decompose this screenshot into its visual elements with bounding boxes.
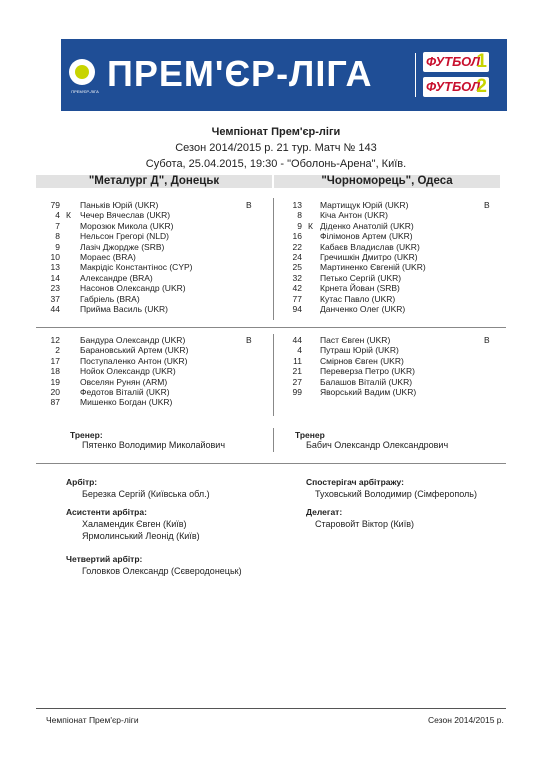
league-banner [61,39,507,111]
player-number: 4 [297,345,302,356]
observer: Туховський Володимир (Сімферополь) [315,489,477,499]
player-number: 87 [50,397,60,408]
home-coach-label: Тренер: [70,430,103,440]
banner-title: ПРЕМ'ЄР-ЛІГА [107,53,373,94]
player-number: 99 [292,387,302,397]
assistant-1: Халамендик Євген (Київ) [82,519,187,529]
player-name: Кабаєв Владислав (UKR) [320,241,420,252]
player-number: 10 [50,252,60,262]
captain-mark: К [66,210,71,221]
player-position: В [246,335,252,345]
player-number: 8 [297,210,302,221]
logo-caption: ПРЕМ'ЄР-ЛІГА [71,89,99,94]
player-name: Бандура Олександр (UKR) [80,335,186,345]
player-number: 94 [292,304,302,314]
player-number: 17 [50,355,60,366]
player-name: Філімонов Артем (UKR) [320,231,413,242]
player-number: 20 [50,387,60,397]
player-name: Нойок Олександр (UKR) [80,366,176,377]
player-name: Гречишкін Дмитро (UKR) [320,252,418,262]
player-number: 37 [50,293,60,304]
player-number: 42 [292,283,302,294]
player-number: 9 [55,241,60,252]
player-name: Макрідіс Константінос (CYP) [80,262,193,273]
player-name: Данченко Олег (UKR) [320,304,406,314]
player-name: Переверза Петро (UKR) [320,366,415,377]
player-name: Мишенко Богдан (UKR) [80,397,173,408]
player-number: 7 [55,220,60,231]
player-number: 13 [50,262,60,273]
player-name: Кутас Павло (UKR) [320,293,396,304]
player-name: Балашов Віталій (UKR) [320,376,413,387]
player-number: 4 [55,210,60,221]
player-name: Лазіч Джордже (SRB) [80,241,165,252]
player-name: Мораес (BRA) [80,252,136,262]
player-number: 27 [292,376,302,387]
player-name: Нельсон Грегорі (NLD) [80,231,169,242]
player-number: 77 [292,293,302,304]
fourth-official-label: Четвертий арбітр: [66,554,143,564]
player-number: 79 [50,200,60,210]
delegate: Старовойт Віктор (Київ) [315,519,414,529]
player-name: Путраш Юрій (UKR) [320,345,399,356]
championship-title: Чемпіонат Прем'єр-ліги [211,126,341,138]
player-name: Александре (BRA) [80,272,153,283]
player-number: 11 [293,355,302,366]
captain-mark: К [308,220,313,231]
player-name: Смірнов Євген (UKR) [320,355,404,366]
footer-right: Сезон 2014/2015 р. [428,715,504,725]
player-number: 8 [55,231,60,242]
player-number: 23 [50,283,60,294]
football-1-logo: ФУТБОЛ 1 [423,52,489,72]
assistant-2: Ярмолинський Леонід (Київ) [82,531,200,541]
player-name: Поступаленко Антон (UKR) [80,355,188,366]
player-name: Мартиненко Євгеній (UKR) [320,262,426,273]
player-name: Мартищук Юрій (UKR) [320,200,409,210]
player-number: 14 [50,272,60,283]
player-name: Барановський Артем (UKR) [80,345,189,356]
date-venue-line: Субота, 25.04.2015, 19:30 - "Оболонь-Арена", Київ. [145,158,407,170]
player-name: Габріель (BRA) [80,293,140,304]
home-coach: Пятенко Володимир Миколайович [82,440,226,450]
footer-left: Чемпіонат Прем'єр-ліги [46,715,139,725]
player-number: 44 [292,335,302,345]
player-number: 2 [55,345,60,356]
player-number: 12 [50,335,60,345]
player-number: 24 [292,252,302,262]
player-name: Крнета Йован (SRB) [320,283,400,294]
player-position: В [484,200,490,210]
player-name: Петько Сергій (UKR) [320,272,402,283]
player-name: Насонов Олександр (UKR) [80,283,186,294]
player-name: Кіча Антон (UKR) [320,210,388,221]
player-number: 25 [292,262,302,273]
assistants-label: Асистенти арбітра: [66,507,147,517]
player-position: В [246,200,252,210]
player-number: 21 [292,366,302,377]
player-number: 13 [292,200,302,210]
delegate-label: Делегат: [306,507,343,517]
player-number: 16 [292,231,302,242]
player-name: Паньків Юрій (UKR) [80,200,159,210]
player-number: 44 [50,304,60,314]
player-name: Прийма Василь (UKR) [80,304,169,314]
season-match-line: Сезон 2014/2015 р. 21 тур. Матч № 143 [175,142,377,154]
player-name: Морозюк Микола (UKR) [80,220,174,231]
referee: Березка Сергій (Київська обл.) [82,489,210,499]
away-team-name: "Чорноморець", Одеса [274,175,500,188]
player-name: Діденко Анатолій (UKR) [320,220,414,231]
player-number: 19 [50,376,60,387]
referee-label: Арбітр: [66,477,98,487]
football-2-logo: ФУТБОЛ 2 [423,77,489,97]
player-position: В [484,335,490,345]
league-logo-icon [69,59,95,85]
player-name: Овселян Рунян (ARM) [80,376,168,387]
player-name: Федотов Віталій (UKR) [80,387,170,397]
player-number: 18 [50,366,60,377]
away-coach-label: Тренер [295,430,325,440]
player-number: 22 [292,241,302,252]
player-name: Яворський Вадим (UKR) [320,387,417,397]
fourth-official: Головков Олександр (Сєверодонецьк) [82,566,242,576]
player-number: 32 [292,272,302,283]
observer-label: Спостерігач арбітражу: [306,477,404,487]
home-team-name: "Металург Д", Донецьк [36,175,272,188]
player-name: Паст Євген (UKR) [320,335,391,345]
player-number: 9 [297,220,302,231]
away-coach: Бабич Олександр Олександрович [306,440,449,450]
player-name: Чечер Вячеслав (UKR) [80,210,171,221]
